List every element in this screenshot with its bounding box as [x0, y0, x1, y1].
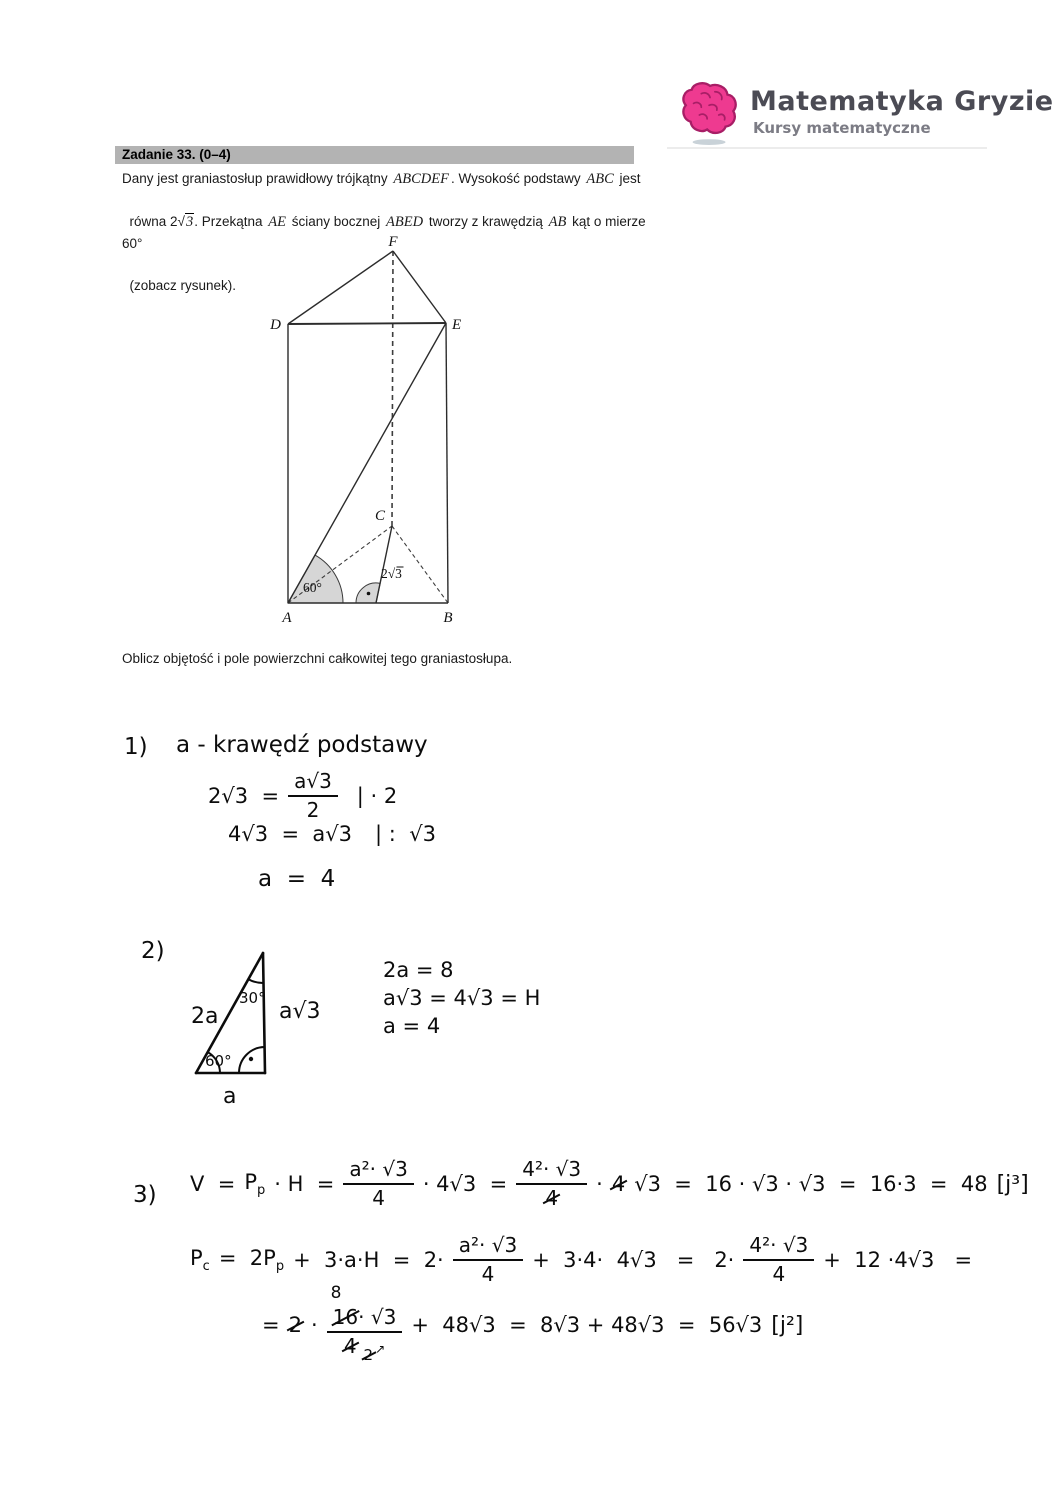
task-header-label: Zadanie 33. (0–4)	[122, 147, 231, 162]
fraction-numerator: a²· √3	[453, 1234, 523, 1261]
sub-c: c	[202, 1259, 210, 1275]
fraction	[288, 770, 338, 822]
eq-sign: =	[262, 1313, 280, 1337]
eq2-op: | : √3	[375, 822, 436, 846]
brain-blob	[683, 83, 735, 133]
task-header-bar	[115, 146, 634, 164]
prism-figure	[262, 230, 478, 634]
height-label: 2√3	[381, 566, 402, 581]
fraction-denominator: 4	[372, 1186, 385, 1210]
crossed-16: 16	[332, 1305, 359, 1329]
problem-seg: ściany bocznej	[287, 214, 385, 229]
cancelled-fraction	[327, 1283, 403, 1364]
fraction	[516, 1158, 587, 1210]
crossed-4: 4	[343, 1334, 357, 1358]
logo-divider	[667, 147, 987, 149]
eq-2P: = 2P	[218, 1245, 276, 1270]
math-var: AB	[548, 214, 567, 230]
altitude-C-foot	[376, 526, 392, 603]
fraction-denominator: 2	[306, 798, 320, 822]
fraction-denominator: 4	[481, 1262, 495, 1286]
problem-seg: . Przekątna	[194, 214, 267, 229]
cancel-arrow: ↗	[375, 1342, 386, 1356]
num-rest: · √3	[358, 1305, 397, 1329]
step1-result	[258, 866, 335, 892]
fraction	[743, 1234, 814, 1286]
times-H: · H =	[274, 1172, 335, 1196]
step2-line: a√3 = 4√3 = H	[383, 986, 541, 1010]
right-angle-dot	[367, 592, 371, 596]
tri-right-angle-dot	[249, 1057, 253, 1061]
tri-vertical-side	[263, 953, 265, 1073]
crossed-2-small: 2	[363, 1346, 374, 1364]
crossed-2: 2	[288, 1313, 302, 1337]
crossed-4: 4	[611, 1172, 626, 1196]
step2-equations	[383, 956, 540, 1040]
step1-eq1	[208, 770, 397, 822]
eq3-body: a = 4	[258, 866, 336, 892]
dot-op: ·	[310, 1313, 318, 1337]
fraction-numerator: 4²· √3	[516, 1158, 587, 1185]
area-tail: + 12 ·4√3 =	[823, 1248, 973, 1272]
problem-seg: (zobacz rysunek).	[129, 278, 237, 293]
var-P: P	[244, 1169, 257, 1194]
vertex-label-A: A	[282, 610, 292, 626]
fraction-denominator	[545, 1185, 558, 1210]
logo-title: Matematyka Gryzie	[750, 86, 1054, 117]
math-var: AE	[268, 214, 286, 230]
diagonal-AE	[288, 323, 446, 603]
helper-triangle-figure	[183, 943, 333, 1113]
v-tail: √3 = 16 · √3 · √3 = 16·3 = 48	[634, 1172, 988, 1196]
tri-label-side: a√3	[279, 999, 321, 1024]
edge-FE	[393, 251, 446, 323]
step1-intro: a - krawędź podstawy	[176, 732, 428, 758]
edge-CB-dashed	[392, 526, 448, 603]
two-p-sub-p	[219, 1246, 284, 1274]
problem-seg: Dany jest graniastosłup prawidłowy trójkątny	[122, 171, 392, 186]
times-4rt3: · 4√3 =	[422, 1172, 508, 1196]
problem-seg: . Wysokość podstawy	[450, 171, 585, 186]
fraction-numerator: a²· √3	[343, 1158, 413, 1185]
fraction	[343, 1158, 413, 1210]
tri-arc-30	[248, 979, 263, 983]
problem-seg: tworzy z krawędzią	[425, 214, 547, 229]
logo-subtitle: Kursy matematyczne	[753, 119, 931, 137]
vertex-label-F: F	[388, 234, 398, 250]
crossed-4: 4	[545, 1186, 559, 1210]
sub-p: p	[275, 1259, 285, 1275]
step2-line: a = 4	[383, 1014, 441, 1038]
step2-line: 2a = 8	[383, 958, 454, 982]
vertex-label-D: D	[270, 317, 281, 333]
final-sum: + 48√3 = 8√3 + 48√3 = 56√3	[411, 1313, 763, 1337]
step3-area-row	[190, 1234, 972, 1286]
edge-DF	[288, 251, 393, 324]
eq1-lhs: 2√3 =	[208, 784, 280, 808]
edge-DE	[288, 323, 446, 324]
fraction	[453, 1234, 523, 1286]
eq1-op: | · 2	[356, 784, 398, 808]
problem-seg: równa 2√	[129, 214, 185, 229]
problem-seg: jest	[615, 171, 641, 186]
p-sub-p	[244, 1170, 265, 1198]
v-eq: V =	[190, 1172, 236, 1196]
angle-60-label: 60°	[303, 580, 322, 595]
step2-number: 2)	[141, 938, 165, 964]
area-mid2: + 3·4· 4√3 = 2·	[532, 1248, 735, 1272]
vertex-label-E: E	[452, 317, 462, 333]
instruction-text: Oblicz objętość i pole powierzchni całkowitej tego graniastosłupa.	[122, 651, 513, 666]
dot-op: ·	[596, 1172, 603, 1196]
math-var: ABED	[386, 214, 424, 230]
problem-seg: kąt o mierze 60°	[122, 214, 650, 251]
tri-label-hyp: 2a	[191, 1004, 219, 1029]
vertex-label-B: B	[443, 610, 453, 626]
tri-label-60: 60°	[205, 1052, 232, 1070]
fraction-numerator: 4²· √3	[743, 1234, 814, 1261]
unit-j3: [j³]	[996, 1171, 1029, 1197]
edge-BE	[446, 323, 448, 603]
step1-eq2	[228, 822, 436, 846]
vertex-label-C: C	[374, 508, 385, 524]
sub-p: p	[256, 1183, 266, 1199]
tri-label-30: 30°	[239, 989, 266, 1007]
math-var: ABCDEF	[393, 171, 449, 187]
radicand: 3	[185, 214, 194, 230]
fraction-numerator	[327, 1306, 403, 1333]
p-sub-c	[190, 1246, 210, 1274]
carry-8: 8	[330, 1283, 342, 1303]
step3-final-row	[262, 1283, 804, 1364]
step1-number: 1)	[124, 734, 148, 760]
fraction-numerator: a√3	[288, 770, 338, 797]
unit-j2: [j²]	[771, 1312, 804, 1338]
step3-number: 3)	[133, 1182, 157, 1208]
fraction-denominator	[343, 1333, 386, 1364]
fraction-denominator: 4	[772, 1262, 786, 1286]
tri-label-base: a	[223, 1084, 237, 1109]
eq2-body: 4√3 = a√3	[228, 822, 353, 846]
step3-volume-row	[190, 1158, 1029, 1210]
logo-shadow	[693, 139, 726, 145]
area-mid: + 3·a·H = 2·	[293, 1248, 444, 1272]
var-P: P	[190, 1245, 203, 1270]
edge-FC-dashed	[392, 251, 393, 526]
brain-logo-icon	[680, 80, 742, 148]
math-var: ABC	[586, 171, 614, 187]
